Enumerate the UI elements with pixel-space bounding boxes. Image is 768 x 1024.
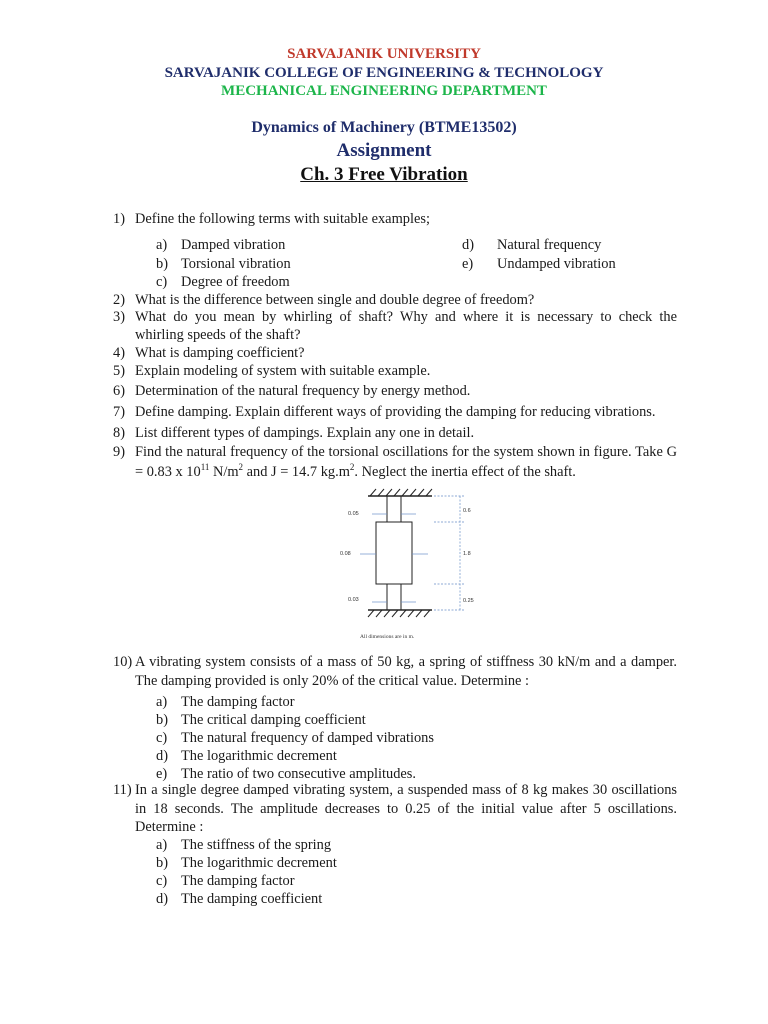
top-shaft	[387, 496, 401, 522]
middle-shaft	[376, 522, 412, 584]
department-title: MECHANICAL ENGINEERING DEPARTMENT	[221, 83, 547, 99]
document-type: Assignment	[336, 140, 432, 161]
top-support-hatch	[370, 489, 432, 496]
bottom-support-hatch	[368, 610, 430, 617]
subject-title: Dynamics of Machinery (BTME13502)	[251, 119, 517, 136]
label-l-mid: 1.8	[463, 551, 471, 557]
torsional-system-figure	[330, 488, 490, 648]
label-d-mid: 0.08	[340, 551, 351, 557]
chapter-title: Ch. 3 Free Vibration	[300, 164, 468, 185]
label-d-top: 0.05	[348, 511, 359, 517]
bottom-shaft	[387, 584, 401, 610]
label-l-top: 0.6	[463, 508, 471, 514]
label-d-bot: 0.03	[348, 597, 359, 603]
length-dimension-line	[434, 496, 464, 610]
college-title: SARVAJANIK COLLEGE OF ENGINEERING & TECHNOLOGY	[164, 65, 604, 81]
diameter-dimension-lines	[360, 514, 428, 602]
university-title: SARVAJANIK UNIVERSITY	[287, 46, 481, 62]
figure-caption: All dimensions are in m.	[360, 634, 415, 640]
label-l-bot: 0.25	[463, 598, 474, 604]
